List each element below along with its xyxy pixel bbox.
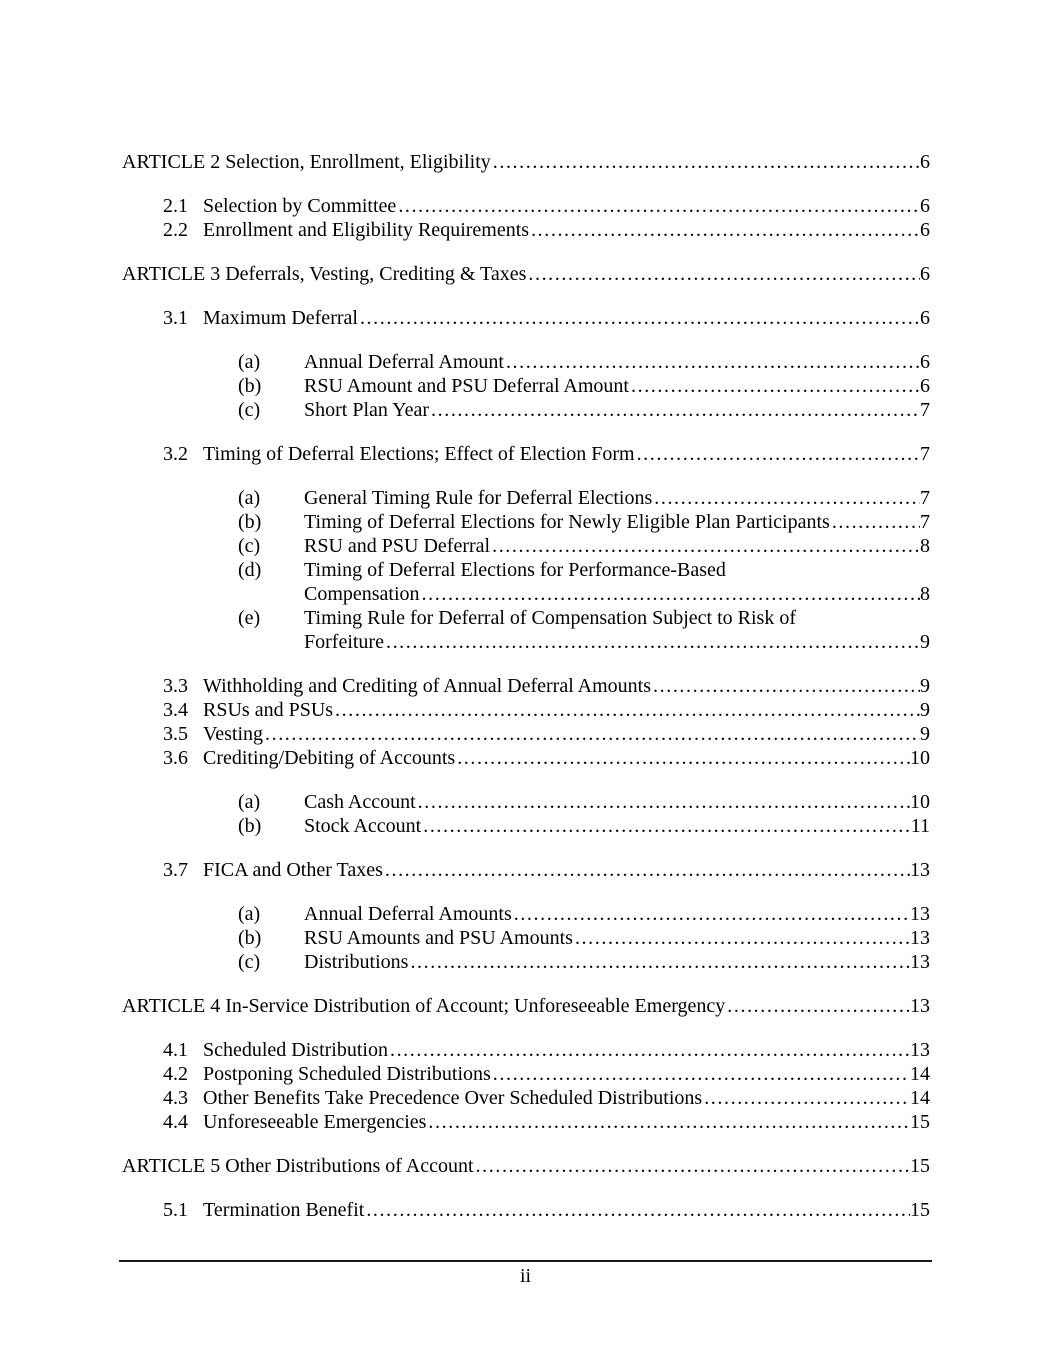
toc-number: 3.5	[163, 723, 188, 745]
toc-number: 4.1	[163, 1039, 188, 1061]
toc-page-number: 6	[920, 351, 930, 373]
toc-page-number: 8	[920, 583, 930, 605]
toc-page-number: 10	[910, 747, 930, 769]
toc-title: ARTICLE 3 Deferrals, Vesting, Crediting & Taxes	[122, 263, 527, 285]
toc-title: Crediting/Debiting of Accounts	[203, 747, 456, 769]
dot-leader	[398, 194, 920, 218]
toc-section-row	[122, 1062, 930, 1086]
toc-title-line2	[304, 630, 930, 654]
toc-list	[122, 150, 930, 1222]
toc-title: Timing of Deferral Elections; Effect of Election Form	[203, 443, 635, 465]
toc-section-row	[122, 442, 930, 466]
toc-title: Annual Deferral Amounts	[304, 903, 512, 925]
dot-leader	[457, 746, 910, 770]
toc-page-number: 14	[910, 1087, 930, 1109]
toc-title: General Timing Rule for Deferral Elections	[304, 487, 653, 509]
toc-page-number: 13	[910, 951, 930, 973]
toc-number: (e)	[238, 607, 261, 629]
toc-section-row	[122, 218, 930, 242]
dot-leader	[492, 534, 920, 558]
toc-page-number: 6	[920, 307, 930, 329]
toc-page-number: 15	[910, 1199, 930, 1221]
toc-number: (b)	[238, 375, 262, 397]
toc-page-number: 9	[920, 723, 930, 745]
toc-title: Short Plan Year	[304, 399, 430, 421]
toc-title: Vesting	[203, 723, 263, 745]
toc-title: RSU and PSU Deferral	[304, 535, 491, 557]
toc-section-row	[122, 746, 930, 770]
toc-subsection-row	[122, 350, 930, 374]
dot-leader	[654, 486, 920, 510]
toc-title: Unforeseeable Emergencies	[203, 1111, 427, 1133]
footer-page-number: ii	[519, 1265, 532, 1287]
dot-leader	[631, 374, 920, 398]
toc-section-row	[122, 306, 930, 330]
dot-leader	[514, 902, 910, 926]
toc-title: Selection by Committee	[203, 195, 397, 217]
toc-section-row	[122, 1038, 930, 1062]
toc-title: Cash Account	[304, 791, 416, 813]
toc-page-number: 6	[920, 219, 930, 241]
toc-page-number: 14	[910, 1063, 930, 1085]
toc-number: 4.3	[163, 1087, 188, 1109]
toc-subsection-row	[122, 790, 930, 814]
toc-title: Maximum Deferral	[203, 307, 358, 329]
dot-leader	[422, 582, 920, 606]
toc-number: 5.1	[163, 1199, 188, 1221]
dot-leader	[428, 1110, 910, 1134]
toc-section-row	[122, 1198, 930, 1222]
toc-subsection-row	[122, 486, 930, 510]
toc-page-number: 13	[910, 903, 930, 925]
toc-page-number: 9	[920, 631, 930, 653]
dot-leader	[704, 1086, 910, 1110]
toc-subsection-row	[122, 510, 930, 534]
dot-leader	[493, 150, 920, 174]
toc-number: 2.1	[163, 195, 188, 217]
dot-leader	[528, 262, 920, 286]
toc-number: (c)	[238, 399, 261, 421]
toc-section-row	[122, 194, 930, 218]
dot-leader	[727, 994, 910, 1018]
toc-number: (a)	[238, 791, 261, 813]
toc-number: 4.4	[163, 1111, 188, 1133]
toc-number: 3.2	[163, 443, 188, 465]
toc-page-number: 13	[910, 859, 930, 881]
toc-number: 3.3	[163, 675, 188, 697]
toc-title: Forfeiture	[304, 631, 384, 653]
toc-subsection-row	[122, 558, 930, 606]
toc-title: ARTICLE 5 Other Distributions of Account	[122, 1155, 474, 1177]
dot-leader	[423, 814, 911, 838]
dot-leader	[832, 510, 920, 534]
toc-page-number: 8	[920, 535, 930, 557]
toc-section-row	[122, 674, 930, 698]
toc-title: ARTICLE 4 In-Service Distribution of Account; Unforeseeable Emergency	[122, 995, 726, 1017]
dot-leader	[653, 674, 920, 698]
toc-title: Postponing Scheduled Distributions	[203, 1063, 491, 1085]
toc-subsection-row	[122, 606, 930, 654]
toc-page-number: 7	[920, 487, 930, 509]
toc-article-row	[122, 1154, 930, 1178]
toc-number: 3.4	[163, 699, 188, 721]
dot-leader	[366, 1198, 910, 1222]
toc-page-number: 9	[920, 699, 930, 721]
toc-number: 2.2	[163, 219, 188, 241]
dot-leader	[410, 950, 910, 974]
toc-number: 4.2	[163, 1063, 188, 1085]
toc-title: RSU Amounts and PSU Amounts	[304, 927, 573, 949]
toc-section-row	[122, 858, 930, 882]
toc-title: Timing of Deferral Elections for Newly Eligible Plan Participants	[304, 511, 830, 533]
toc-title-line1: Timing of Deferral Elections for Performance-Based	[304, 559, 726, 581]
toc-page-number: 13	[910, 1039, 930, 1061]
dot-leader	[390, 1038, 910, 1062]
toc-subsection-row	[122, 926, 930, 950]
toc-page-number: 15	[910, 1155, 930, 1177]
toc-title: Other Benefits Take Precedence Over Scheduled Distributions	[203, 1087, 703, 1109]
footer-divider	[119, 1260, 932, 1262]
dot-leader	[637, 442, 920, 466]
toc-subsection-row	[122, 374, 930, 398]
toc-page-number: 6	[920, 195, 930, 217]
dot-leader	[360, 306, 920, 330]
dot-leader	[265, 722, 920, 746]
toc-subsection-row	[122, 950, 930, 974]
toc-page-number: 13	[910, 927, 930, 949]
toc-number: 3.6	[163, 747, 188, 769]
toc-title: RSUs and PSUs	[203, 699, 334, 721]
toc-page-number: 7	[920, 399, 930, 421]
toc-title: Annual Deferral Amount	[304, 351, 504, 373]
toc-article-row	[122, 150, 930, 174]
toc-section-row	[122, 698, 930, 722]
dot-leader	[335, 698, 920, 722]
toc-number: 3.7	[163, 859, 188, 881]
dot-leader	[431, 398, 920, 422]
toc-title: FICA and Other Taxes	[203, 859, 383, 881]
dot-leader	[506, 350, 920, 374]
toc-subsection-row	[122, 902, 930, 926]
toc-title-line2	[304, 582, 930, 606]
toc-number: (d)	[238, 559, 262, 581]
toc-page-number: 6	[920, 151, 930, 173]
toc-page-number: 7	[920, 443, 930, 465]
dot-leader	[418, 790, 910, 814]
toc-page-number: 7	[920, 511, 930, 533]
toc-number: (a)	[238, 351, 261, 373]
toc-number: (c)	[238, 535, 261, 557]
toc-subsection-row	[122, 534, 930, 558]
toc-section-row	[122, 1110, 930, 1134]
toc-title: Compensation	[304, 583, 420, 605]
dot-leader	[385, 858, 910, 882]
toc-title: ARTICLE 2 Selection, Enrollment, Eligibility	[122, 151, 491, 173]
toc-number: (a)	[238, 903, 261, 925]
toc-title: Distributions	[304, 951, 409, 973]
toc-number: (a)	[238, 487, 261, 509]
toc-title: Scheduled Distribution	[203, 1039, 388, 1061]
toc-number: (c)	[238, 951, 261, 973]
toc-number: (b)	[238, 511, 262, 533]
toc-number: (b)	[238, 815, 262, 837]
dot-leader	[476, 1154, 910, 1178]
toc-wrapped-title	[304, 558, 930, 606]
toc-title: Enrollment and Eligibility Requirements	[203, 219, 530, 241]
toc-page-number: 13	[910, 995, 930, 1017]
toc-number: (b)	[238, 927, 262, 949]
dot-leader	[493, 1062, 910, 1086]
toc-page-number: 10	[910, 791, 930, 813]
toc-page-number: 9	[920, 675, 930, 697]
toc-subsection-row	[122, 814, 930, 838]
toc-subsection-row	[122, 398, 930, 422]
toc-article-row	[122, 994, 930, 1018]
toc-number: 3.1	[163, 307, 188, 329]
toc-page-number: 15	[910, 1111, 930, 1133]
toc-page-number: 6	[920, 263, 930, 285]
toc-title-line1: Timing Rule for Deferral of Compensation Subject to Risk of	[304, 607, 796, 629]
toc-page-number: 11	[910, 815, 930, 837]
toc-page-number: 6	[920, 375, 930, 397]
toc-article-row	[122, 262, 930, 286]
dot-leader	[531, 218, 920, 242]
dot-leader	[386, 630, 920, 654]
toc-section-row	[122, 1086, 930, 1110]
toc-wrapped-title	[304, 606, 930, 654]
toc-title: RSU Amount and PSU Deferral Amount	[304, 375, 629, 397]
toc-title: Withholding and Crediting of Annual Deferral Amounts	[203, 675, 652, 697]
toc-section-row	[122, 722, 930, 746]
toc-title: Stock Account	[304, 815, 422, 837]
dot-leader	[575, 926, 910, 950]
toc-title: Termination Benefit	[203, 1199, 365, 1221]
